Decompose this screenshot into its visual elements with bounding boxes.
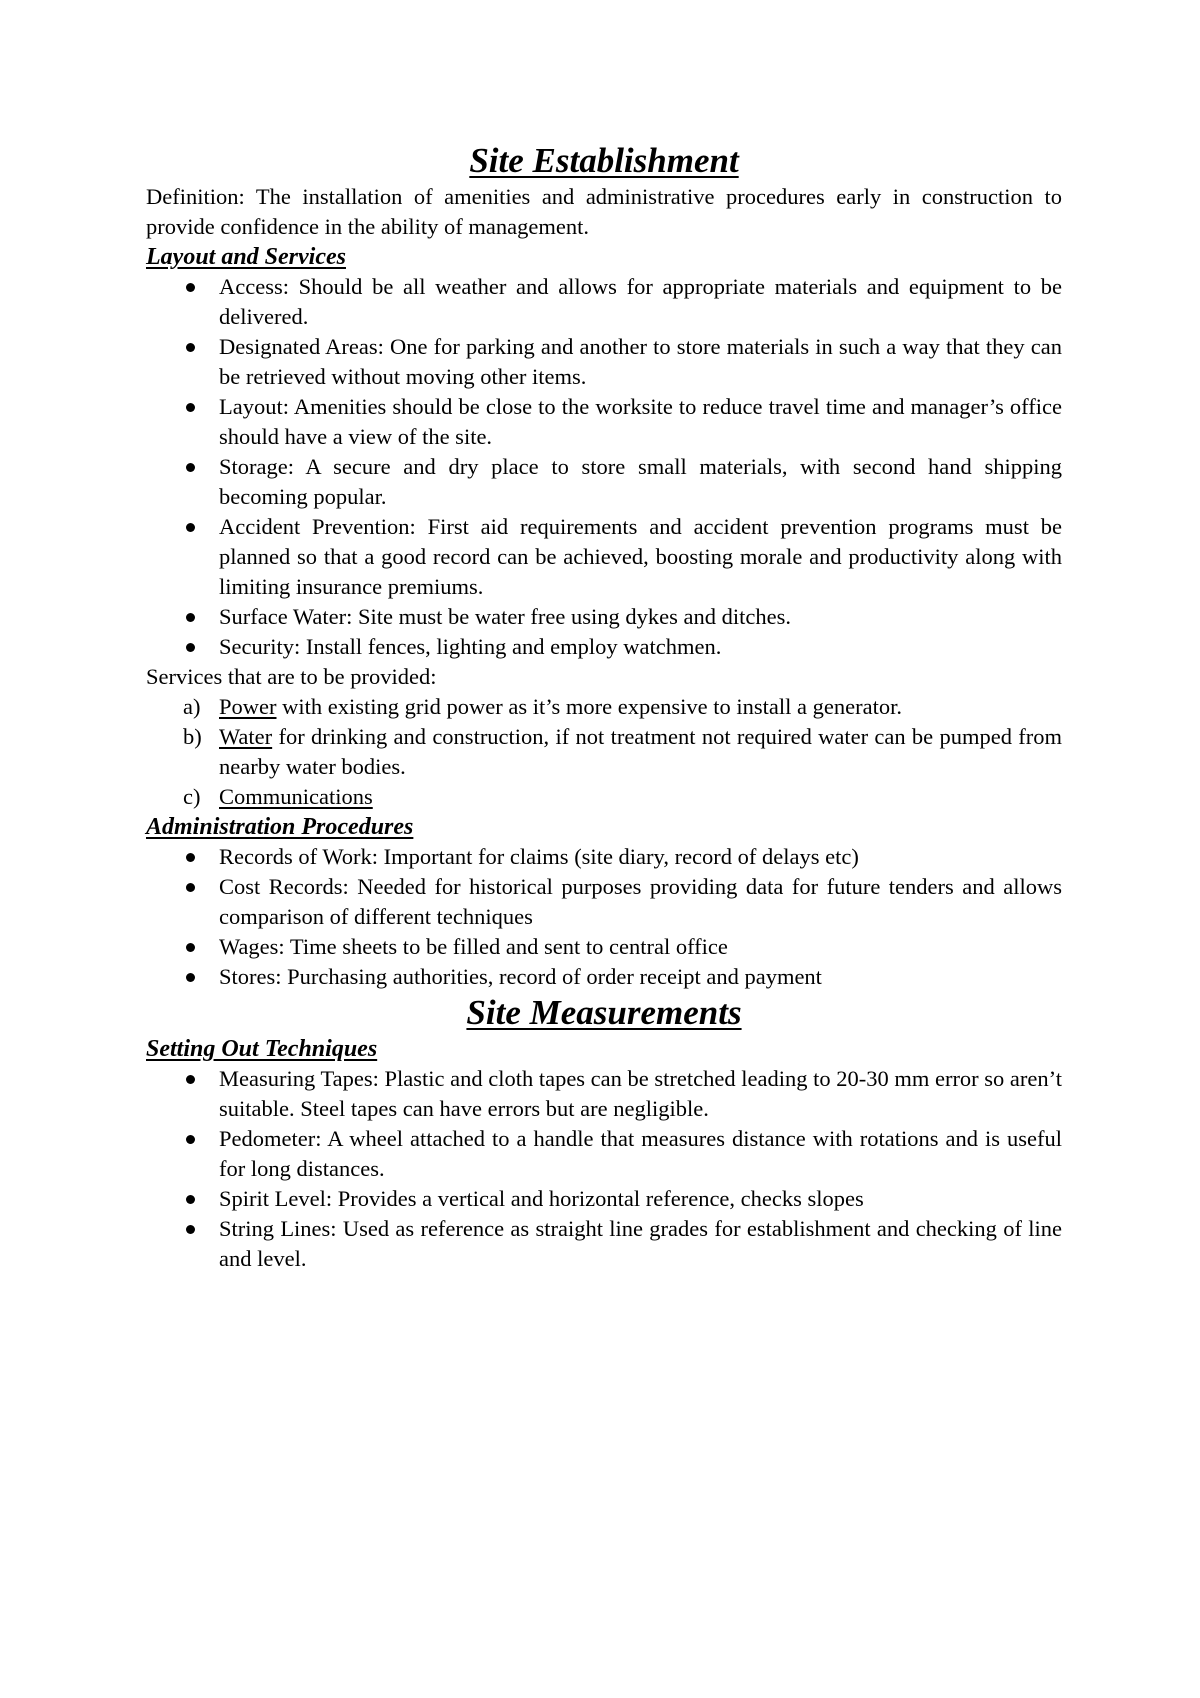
bullet-icon bbox=[186, 343, 195, 352]
services-list bbox=[146, 692, 1062, 812]
setting-out-bullet-list bbox=[146, 1064, 1062, 1274]
page-title-measurements: Site Measurements bbox=[466, 993, 742, 1032]
list-item: Storage: A secure and dry place to store small materials, with second hand shipping becoming popular. bbox=[146, 452, 1062, 512]
bullet-icon bbox=[186, 1135, 195, 1144]
section-heading-setting-out: Setting Out Techniques bbox=[146, 1036, 378, 1062]
bullet-icon bbox=[186, 613, 195, 622]
list-item: Surface Water: Site must be water free using dykes and ditches. bbox=[146, 602, 1062, 632]
list-item: a) Power with existing grid power as it’s more expensive to install a generator. bbox=[146, 692, 1062, 722]
list-item: Layout: Amenities should be close to the worksite to reduce travel time and manager’s office should have a view of the site. bbox=[146, 392, 1062, 452]
bullet-icon bbox=[186, 283, 195, 292]
bullet-icon bbox=[186, 853, 195, 862]
list-item: Wages: Time sheets to be filled and sent to central office bbox=[146, 932, 1062, 962]
section-heading-layout: Layout and Services bbox=[146, 244, 346, 270]
list-item bbox=[146, 782, 1062, 812]
list-item: Records of Work: Important for claims (site diary, record of delays etc) bbox=[146, 842, 1062, 872]
bullet-icon bbox=[186, 523, 195, 532]
bullet-icon bbox=[186, 403, 195, 412]
list-item: Pedometer: A wheel attached to a handle that measures distance with rotations and is useful for long distances. bbox=[146, 1124, 1062, 1184]
bullet-icon bbox=[186, 943, 195, 952]
list-item: String Lines: Used as reference as straight line grades for establishment and checking of line and level. bbox=[146, 1214, 1062, 1274]
list-item: b) Water for drinking and construction, if not treatment not required water can be pumped from nearby water bodies. bbox=[183, 724, 1062, 779]
list-item: Security: Install fences, lighting and employ watchmen. bbox=[146, 632, 1062, 662]
list-item: Accident Prevention: First aid requirements and accident prevention programs must be planned so that a good record can be achieved, boosting morale and productivity along with limiting insurance premiums. bbox=[146, 512, 1062, 602]
bullet-icon bbox=[186, 973, 195, 982]
section-heading-administration: Administration Procedures bbox=[146, 814, 414, 840]
bullet-icon bbox=[186, 883, 195, 892]
page-title: Site Establishment bbox=[469, 141, 739, 180]
list-marker: c) bbox=[183, 784, 201, 809]
list-item: Cost Records: Needed for historical purposes providing data for future tenders and allows comparison of different techniques bbox=[146, 872, 1062, 932]
admin-bullet-list bbox=[146, 842, 1062, 992]
bullet-icon bbox=[186, 1075, 195, 1084]
list-item: Spirit Level: Provides a vertical and horizontal reference, checks slopes bbox=[146, 1184, 1062, 1214]
services-intro: Services that are to be provided: bbox=[146, 664, 437, 689]
list-item: Measuring Tapes: Plastic and cloth tapes can be stretched leading to 20-30 mm error so aren’t suitable. Steel tapes can have errors but are negligible. bbox=[146, 1064, 1062, 1124]
definition-paragraph: Definition: The installation of amenities and administrative procedures early in construction to provide confidence in the ability of management. bbox=[146, 184, 1062, 239]
list-item: Access: Should be all weather and allows for appropriate materials and equipment to be delivered. bbox=[146, 272, 1062, 332]
list-marker: b) bbox=[183, 724, 202, 749]
service-label: Water bbox=[219, 724, 273, 749]
list-item: Designated Areas: One for parking and another to store materials in such a way that they can be retrieved without moving other items. bbox=[146, 332, 1062, 392]
layout-bullet-list bbox=[146, 272, 1062, 662]
list-marker: a) bbox=[183, 694, 201, 719]
service-label: Communications bbox=[219, 784, 373, 809]
bullet-icon bbox=[186, 1195, 195, 1204]
list-item: Stores: Purchasing authorities, record of order receipt and payment bbox=[146, 962, 1062, 992]
bullet-icon bbox=[186, 1225, 195, 1234]
bullet-icon bbox=[186, 463, 195, 472]
service-label: Power bbox=[219, 694, 277, 719]
bullet-icon bbox=[186, 643, 195, 652]
